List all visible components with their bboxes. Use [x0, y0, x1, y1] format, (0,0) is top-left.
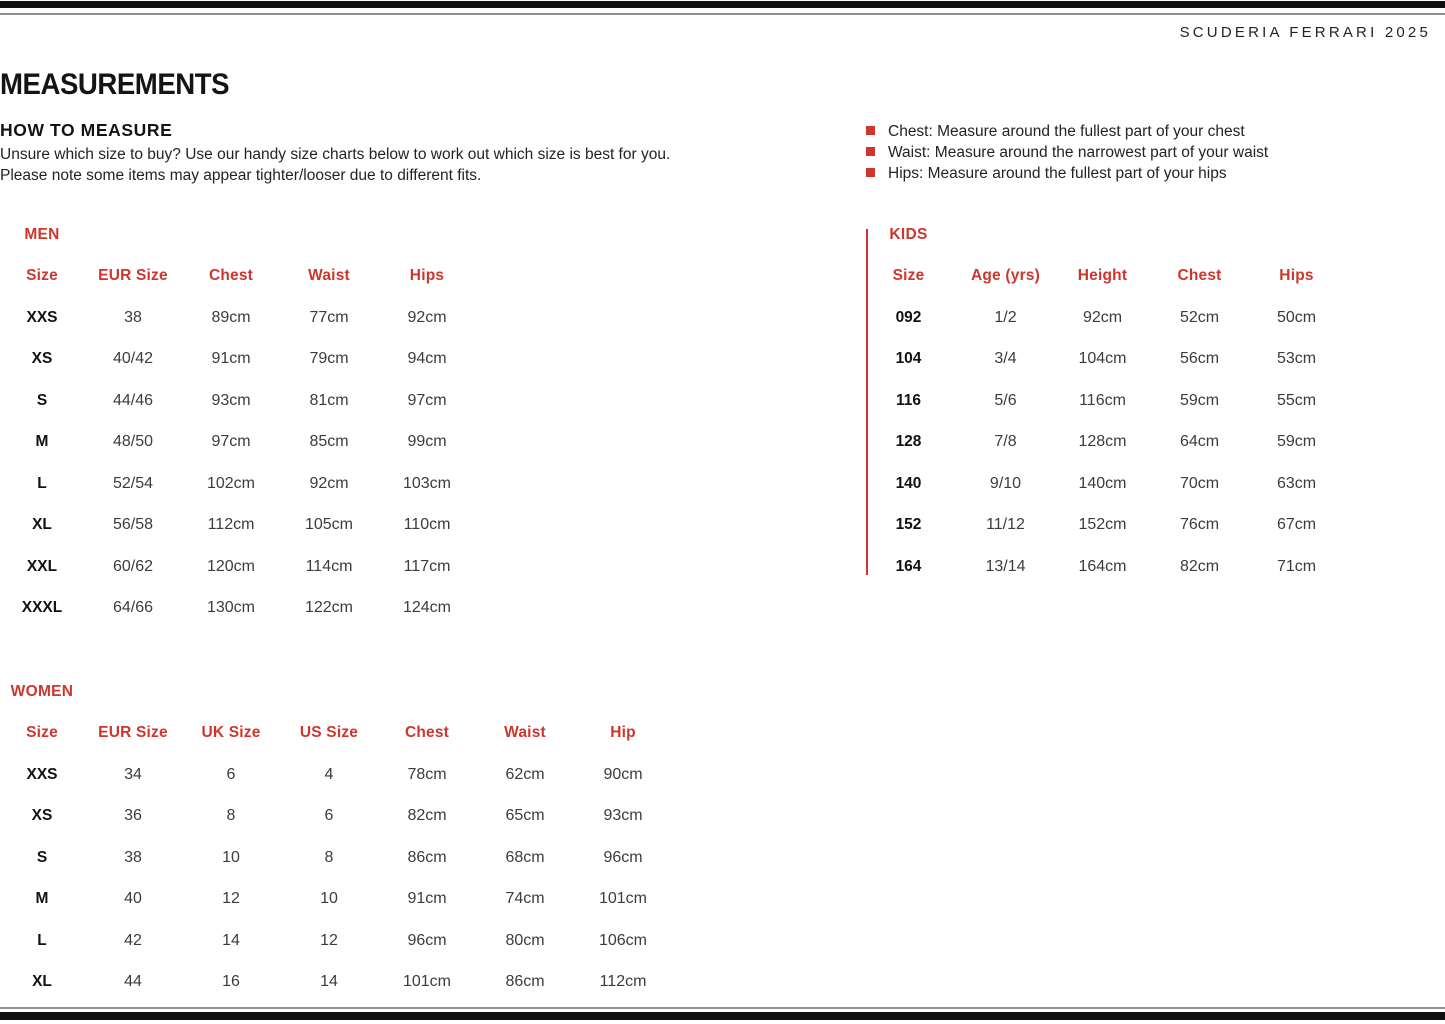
- men-size-cell: XS: [31, 350, 53, 368]
- men-column-header: Chest: [208, 267, 254, 285]
- women-value-cell: 93cm: [603, 807, 643, 825]
- kids-value-cell: 152cm: [1078, 516, 1127, 534]
- kids-column-header: Chest: [1177, 267, 1222, 285]
- men-column-header: Hips: [409, 267, 445, 285]
- kids-table-row: [860, 546, 1345, 588]
- kids-value-cell: 64cm: [1179, 433, 1220, 451]
- empty-cell: [182, 214, 280, 256]
- women-table-row: [0, 837, 672, 879]
- tip-waist-text: Waist: Measure around the narrowest part of your waist: [888, 144, 1269, 161]
- women-column-header: UK Size: [201, 724, 261, 742]
- women-value-cell: 40: [124, 890, 142, 908]
- men-value-cell: 105cm: [304, 516, 354, 534]
- men-value-cell: 81cm: [309, 391, 349, 409]
- men-column-header: Size: [26, 267, 58, 285]
- men-size-cell: XXXL: [21, 599, 63, 617]
- men-table-row: [0, 380, 476, 422]
- kids-header-row: [860, 256, 1345, 298]
- kids-size-cell: 104: [895, 350, 922, 368]
- women-value-cell: 78cm: [407, 765, 447, 783]
- men-value-cell: 60/62: [112, 557, 154, 575]
- how-to-measure-heading: HOW TO MEASURE: [0, 120, 173, 140]
- kids-value-cell: 53cm: [1276, 350, 1317, 368]
- how-to-measure-line-2: Please note some items may appear tighter/looser due to different fits.: [0, 167, 482, 184]
- red-square-bullet-icon: [866, 126, 875, 135]
- women-section-label: WOMEN: [10, 682, 74, 700]
- women-value-cell: 82cm: [407, 807, 447, 825]
- kids-value-cell: 116cm: [1079, 391, 1126, 409]
- men-size-cell: XL: [32, 516, 52, 534]
- men-section-label-row: [0, 214, 476, 256]
- women-value-cell: 101cm: [598, 890, 648, 908]
- kids-value-cell: 9/10: [989, 474, 1022, 492]
- men-value-cell: 130cm: [206, 599, 256, 617]
- men-value-cell: 48/50: [112, 433, 154, 451]
- women-table-row: [0, 920, 672, 962]
- men-value-cell: 38: [124, 308, 142, 326]
- men-value-cell: 93cm: [211, 391, 251, 409]
- women-value-cell: 8: [226, 807, 236, 825]
- tip-chest-text: Chest: Measure around the fullest part of your chest: [888, 123, 1245, 140]
- tip-chest: [866, 121, 1268, 142]
- men-value-cell: 102cm: [206, 474, 256, 492]
- men-table-row: [0, 422, 476, 464]
- kids-value-cell: 56cm: [1179, 350, 1220, 368]
- women-value-cell: 8: [324, 848, 334, 866]
- men-value-cell: 97cm: [211, 433, 251, 451]
- kids-table-row: [860, 297, 1345, 339]
- women-value-cell: 6: [324, 807, 334, 825]
- men-size-cell: XXL: [26, 557, 58, 575]
- kids-column-header: Age (yrs): [971, 267, 1040, 285]
- women-value-cell: 90cm: [603, 765, 643, 783]
- women-table-row: [0, 879, 672, 921]
- kids-value-cell: 140cm: [1078, 474, 1127, 492]
- kids-column-header: Hips: [1279, 267, 1314, 285]
- empty-cell: [378, 671, 476, 713]
- women-value-cell: 65cm: [505, 807, 545, 825]
- women-value-cell: 6: [226, 765, 236, 783]
- men-value-cell: 112cm: [207, 516, 255, 534]
- women-size-cell: XS: [31, 807, 53, 825]
- women-value-cell: 96cm: [407, 931, 447, 949]
- women-value-cell: 14: [222, 931, 240, 949]
- men-value-cell: 77cm: [309, 308, 349, 326]
- empty-cell: [574, 671, 672, 713]
- kids-table-row: [860, 422, 1345, 464]
- kids-value-cell: 71cm: [1276, 557, 1317, 575]
- women-value-cell: 4: [324, 765, 334, 783]
- men-column-header: EUR Size: [98, 267, 168, 285]
- men-value-cell: 91cm: [211, 350, 251, 368]
- men-value-cell: 79cm: [309, 350, 349, 368]
- how-to-measure-line-1: Unsure which size to buy? Use our handy size charts below to work out which size is best for you.: [0, 146, 671, 163]
- women-column-header: EUR Size: [98, 724, 168, 742]
- kids-column-header: Height: [1077, 267, 1128, 285]
- women-value-cell: 10: [222, 848, 240, 866]
- women-value-cell: 80cm: [505, 931, 545, 949]
- women-value-cell: 91cm: [407, 890, 447, 908]
- men-value-cell: 64/66: [112, 599, 154, 617]
- men-value-cell: 44/46: [112, 391, 154, 409]
- men-table-row: [0, 546, 476, 588]
- kids-value-cell: 76cm: [1179, 516, 1220, 534]
- kids-value-cell: 63cm: [1276, 474, 1317, 492]
- kids-table-row: [860, 463, 1345, 505]
- men-value-cell: 117cm: [403, 557, 451, 575]
- men-table-row: [0, 588, 476, 630]
- men-value-cell: 94cm: [407, 350, 447, 368]
- women-size-cell: XXS: [26, 765, 58, 783]
- men-value-cell: 97cm: [407, 391, 447, 409]
- top-black-bar: [0, 1, 1445, 8]
- women-value-cell: 86cm: [505, 973, 545, 991]
- men-size-cell: L: [37, 474, 47, 492]
- men-value-cell: 89cm: [211, 308, 251, 326]
- women-value-cell: 10: [320, 890, 338, 908]
- women-column-header: US Size: [299, 724, 359, 742]
- men-value-cell: 56/58: [112, 516, 154, 534]
- women-value-cell: 96cm: [603, 848, 643, 866]
- men-size-cell: S: [36, 391, 48, 409]
- women-value-cell: 44: [124, 973, 142, 991]
- top-thin-rule: [0, 13, 1445, 15]
- kids-value-cell: 67cm: [1276, 516, 1317, 534]
- kids-value-cell: 7/8: [994, 433, 1017, 451]
- empty-cell: [1151, 214, 1248, 256]
- empty-cell: [378, 214, 476, 256]
- kids-size-cell: 140: [895, 474, 922, 492]
- kids-value-cell: 1/2: [994, 308, 1017, 326]
- bottom-thin-rule: [0, 1007, 1445, 1009]
- kids-size-cell: 152: [895, 516, 922, 534]
- women-value-cell: 36: [124, 807, 142, 825]
- women-value-cell: 62cm: [505, 765, 545, 783]
- men-value-cell: 85cm: [309, 433, 349, 451]
- page-title: MEASUREMENTS: [0, 68, 230, 101]
- empty-cell: [84, 214, 182, 256]
- women-column-header: Chest: [404, 724, 450, 742]
- men-section-label: MEN: [24, 225, 60, 243]
- kids-value-cell: 82cm: [1179, 557, 1220, 575]
- red-square-bullet-icon: [866, 168, 875, 177]
- men-size-cell: M: [35, 433, 49, 451]
- kids-table-row: [860, 339, 1345, 381]
- measure-tips-list: [866, 121, 1268, 184]
- men-value-cell: 99cm: [407, 433, 447, 451]
- men-value-cell: 92cm: [309, 474, 349, 492]
- women-value-cell: 86cm: [407, 848, 447, 866]
- kids-value-cell: 5/6: [994, 391, 1017, 409]
- men-value-cell: 103cm: [402, 474, 452, 492]
- empty-cell: [84, 671, 182, 713]
- men-value-cell: 110cm: [403, 516, 451, 534]
- men-table-row: [0, 463, 476, 505]
- women-value-cell: 112cm: [599, 973, 647, 991]
- women-value-cell: 14: [320, 973, 338, 991]
- women-value-cell: 38: [124, 848, 142, 866]
- women-value-cell: 74cm: [505, 890, 545, 908]
- men-header-row: [0, 256, 476, 298]
- kids-size-cell: 164: [895, 557, 922, 575]
- women-column-header: Waist: [504, 724, 546, 742]
- kids-value-cell: 70cm: [1179, 474, 1220, 492]
- women-header-row: [0, 713, 672, 755]
- men-value-cell: 122cm: [304, 599, 354, 617]
- kids-value-cell: 3/4: [994, 350, 1017, 368]
- kids-size-cell: 128: [895, 433, 922, 451]
- men-value-cell: 120cm: [206, 557, 256, 575]
- empty-cell: [1248, 214, 1345, 256]
- empty-cell: [1054, 214, 1151, 256]
- kids-value-cell: 55cm: [1276, 391, 1317, 409]
- women-column-header: Size: [26, 724, 58, 742]
- empty-cell: [280, 214, 378, 256]
- tip-hips-text: Hips: Measure around the fullest part of your hips: [888, 165, 1227, 182]
- men-value-cell: 92cm: [407, 308, 447, 326]
- kids-size-cell: 116: [895, 391, 921, 409]
- women-value-cell: 42: [124, 931, 142, 949]
- kids-value-cell: 11/12: [986, 516, 1025, 534]
- empty-cell: [957, 214, 1054, 256]
- men-value-cell: 124cm: [402, 599, 452, 617]
- women-value-cell: 12: [222, 890, 240, 908]
- kids-section-label-row: [860, 214, 1345, 256]
- kids-section-label: KIDS: [889, 225, 928, 243]
- kids-value-cell: 59cm: [1179, 391, 1220, 409]
- men-column-header: Waist: [308, 267, 350, 285]
- men-table-row: [0, 297, 476, 339]
- how-to-measure-section: [0, 120, 780, 186]
- men-value-cell: 40/42: [112, 350, 154, 368]
- kids-value-cell: 128cm: [1078, 433, 1127, 451]
- men-value-cell: 52/54: [112, 474, 154, 492]
- kids-table-row: [860, 380, 1345, 422]
- kids-value-cell: 164cm: [1078, 557, 1127, 575]
- brand-title: SCUDERIA FERRARI 2025: [1179, 24, 1431, 41]
- women-size-table: [0, 671, 672, 1003]
- kids-value-cell: 52cm: [1179, 308, 1220, 326]
- women-value-cell: 16: [222, 973, 240, 991]
- men-size-table: [0, 214, 476, 629]
- women-table-row: [0, 962, 672, 1004]
- men-size-cell: XXS: [26, 308, 58, 326]
- bottom-black-bar: [0, 1012, 1445, 1020]
- women-value-cell: 68cm: [505, 848, 545, 866]
- men-value-cell: 114cm: [305, 557, 353, 575]
- women-column-header: Hip: [610, 724, 636, 742]
- men-table-row: [0, 339, 476, 381]
- women-value-cell: 12: [320, 931, 338, 949]
- kids-size-table: [860, 214, 1345, 588]
- women-table-row: [0, 796, 672, 838]
- empty-cell: [476, 671, 574, 713]
- tip-hips: [866, 163, 1268, 184]
- women-size-cell: L: [37, 931, 47, 949]
- kids-value-cell: 13/14: [985, 557, 1026, 575]
- women-size-cell: S: [36, 848, 48, 866]
- kids-value-cell: 104cm: [1078, 350, 1127, 368]
- women-value-cell: 101cm: [402, 973, 452, 991]
- kids-value-cell: 50cm: [1276, 308, 1317, 326]
- kids-value-cell: 92cm: [1082, 308, 1123, 326]
- women-table-row: [0, 754, 672, 796]
- kids-value-cell: 59cm: [1276, 433, 1317, 451]
- women-size-cell: M: [35, 890, 49, 908]
- women-value-cell: 34: [124, 765, 142, 783]
- empty-cell: [182, 671, 280, 713]
- men-table-row: [0, 505, 476, 547]
- empty-cell: [280, 671, 378, 713]
- kids-column-header: Size: [892, 267, 925, 285]
- kids-table-row: [860, 505, 1345, 547]
- women-size-cell: XL: [32, 973, 52, 991]
- red-square-bullet-icon: [866, 147, 875, 156]
- tip-waist: [866, 142, 1268, 163]
- kids-size-cell: 092: [895, 308, 922, 326]
- women-section-label-row: [0, 671, 672, 713]
- women-value-cell: 106cm: [598, 931, 648, 949]
